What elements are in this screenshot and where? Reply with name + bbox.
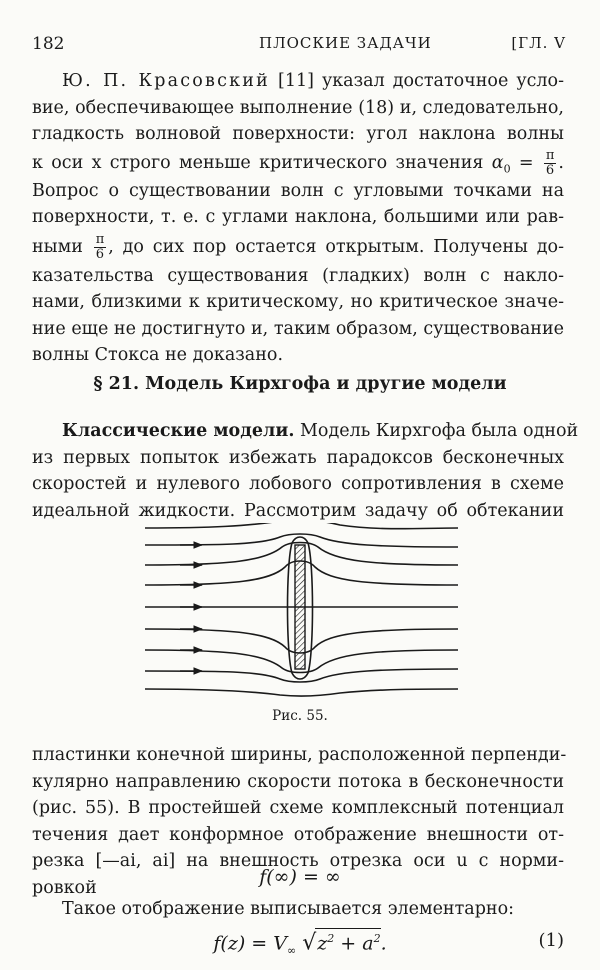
paragraph-mapping	[32, 896, 564, 923]
para1-line: поверхности, т. е. с углами наклона, большими или рав-	[32, 207, 564, 227]
kirchhoff-flow-figure	[140, 523, 460, 703]
para2-line: идеальной жидкости. Рассмотрим задачу об обтекании	[32, 500, 564, 521]
para1-line: Ю. П. Красовский [11] указал достаточное усло-	[62, 71, 565, 91]
para1-line: ными $\frac{\pi}{6}$ , до сих пор остается открытым. Получены до-	[32, 231, 564, 262]
para3-line: кулярно направлению скорости потока в бесконечности	[32, 771, 564, 792]
page-header	[32, 34, 566, 56]
para2-line: скоростей и нулевого лобового сопротивления в схеме	[32, 474, 564, 494]
pi-over-6-fraction: $\frac{\pi}{6}$	[545, 147, 555, 178]
alpha-symbol: $\alpha_0$	[491, 152, 511, 175]
hatched-plate	[295, 545, 305, 669]
para1-line: Вопрос о существовании волн с угловыми точками на	[32, 180, 564, 201]
para1-line: вие, обеспечивающее выполнение (18) и, следовательно,	[32, 97, 564, 118]
chapter-label: [ГЛ. V	[511, 34, 566, 52]
figure-caption: Рис. 55.	[272, 708, 328, 724]
running-title: ПЛОСКИЕ ЗАДАЧИ	[259, 34, 432, 52]
streamline	[145, 523, 458, 529]
para3-line: пластинки конечной ширины, расположенной перпенди-	[32, 745, 567, 765]
para3-line: течения дает конформное отображение внешности от-	[32, 824, 564, 845]
equation-number: (1)	[538, 930, 564, 951]
para1-line: волны Стокса не доказано.	[32, 345, 284, 365]
normalization-formula: f(∞) = ∞	[259, 866, 341, 888]
paragraph-classical-models	[32, 418, 579, 524]
para1-line: к оси x строго меньше критического значения $\alpha_0$ = $\frac{\pi}{6}$ .	[32, 147, 564, 178]
para1-line: ние еще не достигнуто и, таким образом, существование	[32, 318, 564, 339]
page-number: 182	[32, 34, 65, 54]
streamline	[145, 689, 458, 696]
author-name: Ю. П. Красовский	[62, 71, 270, 91]
pi-over-6-fraction: $\frac{\pi}{6}$	[95, 231, 105, 262]
paragraph-krasovsky	[32, 68, 564, 369]
para1-line: казательства существования (гладких) волн с накло-	[32, 265, 564, 286]
mapping-formula: $f(z) = V_\infty$ $√z^2 + a^2$.	[0, 928, 600, 957]
para3-line: (рис. 55). В простейшей схеме комплексный потенциал	[32, 798, 564, 818]
section-title: § 21. Модель Кирхгофа и другие модели	[93, 374, 507, 394]
para2-line: из первых попыток избежать парадоксов бесконечных	[32, 447, 564, 468]
para3-line: ровкой	[32, 877, 97, 898]
para1-line: гладкость волновой поверхности: угол наклона волны	[32, 124, 564, 144]
para4-line: Такое отображение выписывается элементарно:	[62, 899, 515, 919]
para1-line: нами, близкими к критическому, но критическое значе-	[32, 292, 564, 312]
para2-line: Классические модели. Модель Кирхгофа была одной	[62, 421, 579, 441]
runin-heading: Классические модели.	[62, 421, 295, 441]
para3-line: резка [—ai, ai] на внешность отрезка оси u с норми-	[32, 851, 564, 871]
